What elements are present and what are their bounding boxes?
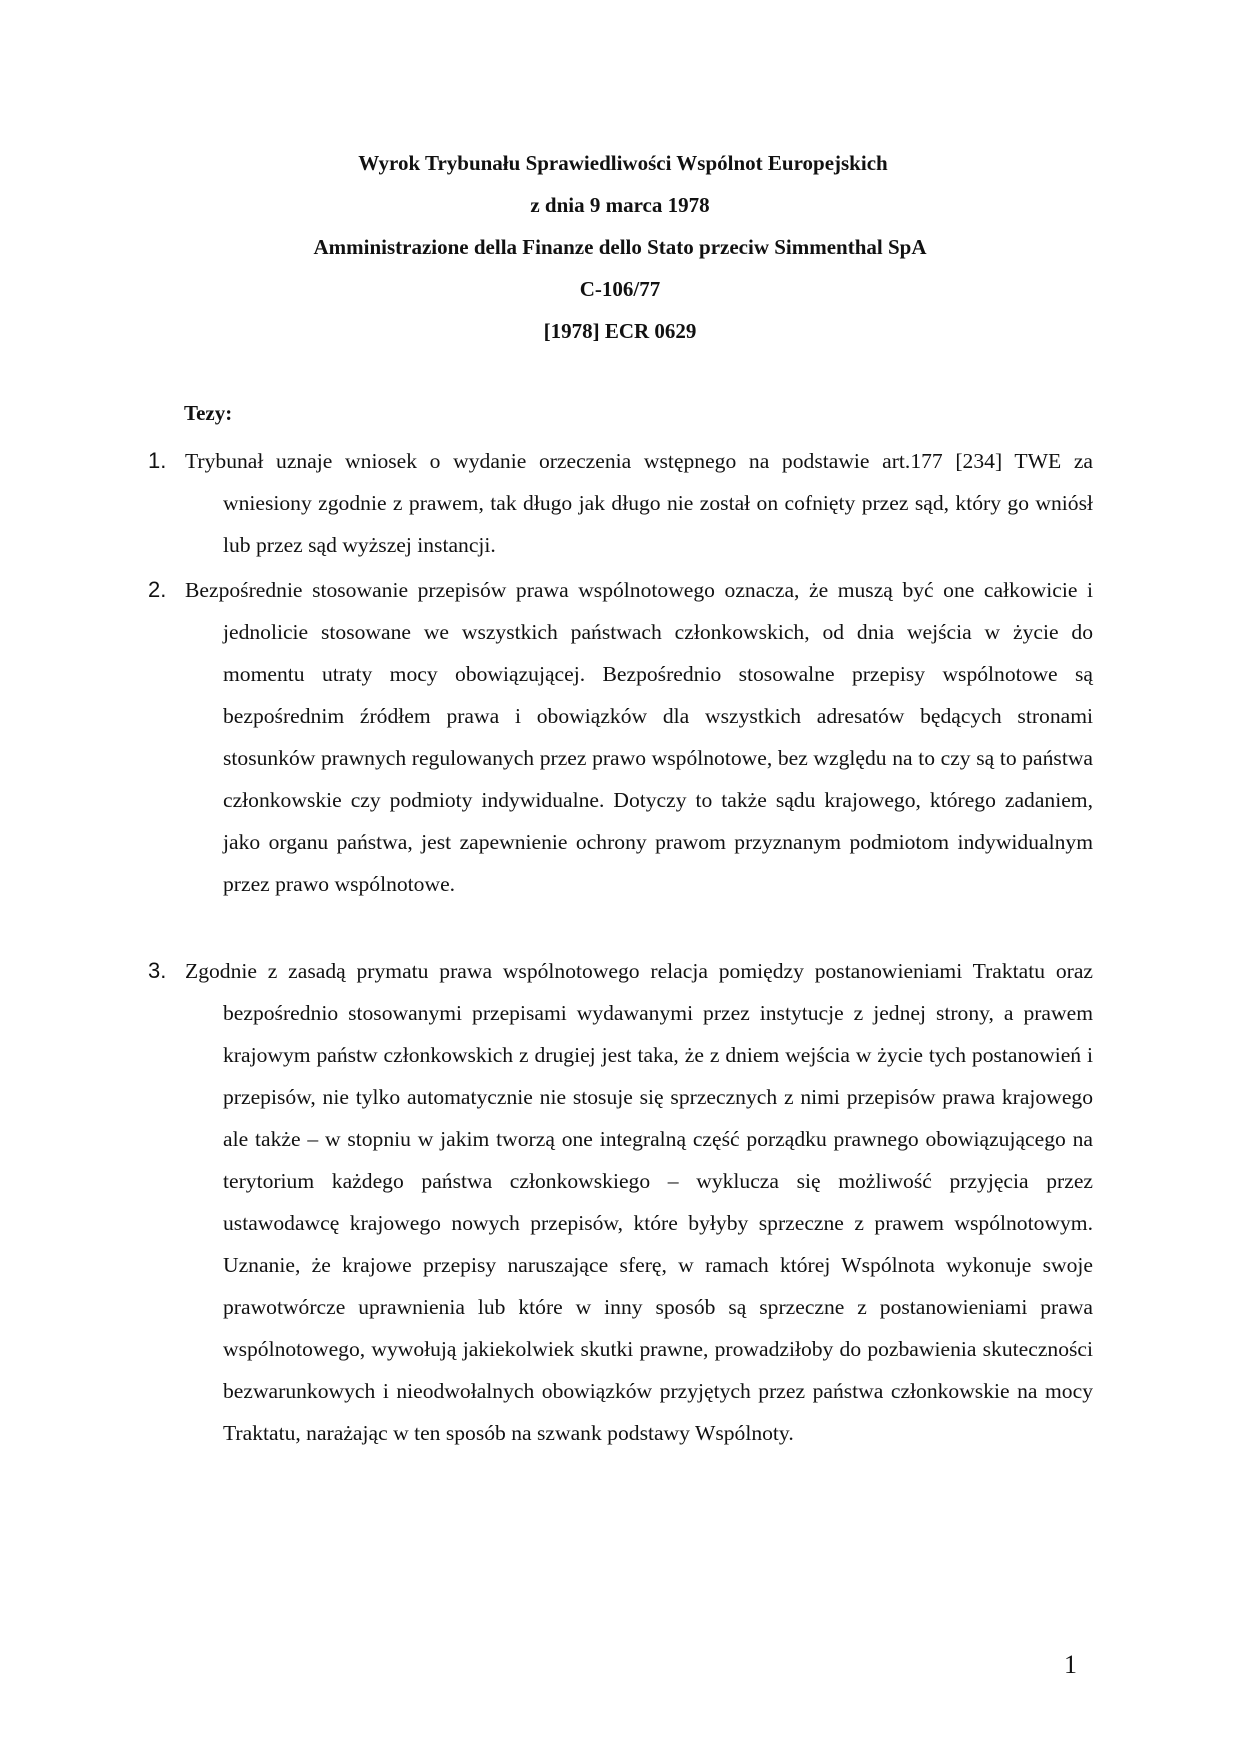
thesis-item-2 <box>0 569 1240 905</box>
case-parties: Amministrazione della Finanze dello Stato przeciw Simmenthal SpA <box>313 235 927 259</box>
thesis-number: 2. <box>148 577 167 602</box>
document-header <box>0 142 1240 352</box>
thesis-text: Bezpośrednie stosowanie przepisów prawa wspólnotowego oznacza, że muszą być one całkowicie i jednolicie stosowane we wszystkich państwach członkowskich, od dnia wejścia w życie do momentu utraty mocy obowiązującej. Bezpośrednio stosowalne przepisy wspólnotowe są bezpośrednim źródłem prawa i obowiązków dla wszystkich adresatów będących stronami stosunków prawnych regulowanych przez prawo wspólnotowe, bez względu na to czy są to państwa członkowskie czy podmioty indywidualne. Dotyczy to także sądu krajowego, którego zadaniem, jako organu państwa, jest zapewnienie ochrony prawom przyznanym podmiotom indywidualnym przez prawo wspólnotowe. <box>185 578 1093 896</box>
page-number: 1 <box>1064 1650 1077 1679</box>
thesis-text: Zgodnie z zasadą prymatu prawa wspólnotowego relacja pomiędzy postanowieniami Traktatu oraz bezpośrednio stosowanymi przepisami wydawanymi przez instytucje z jednej strony, a prawem krajowym państw członkowskich z drugiej jest taka, że z dniem wejścia w życie tych postanowień i przepisów, nie tylko automatycznie nie stosuje się sprzecznych z nimi przepisów prawa krajowego ale także – w stopniu w jakim tworzą one integralną część porządku prawnego obowiązującego na terytorium każdego państwa członkowskiego – wyklucza się możliwość przyjęcia przez ustawodawcę krajowego nowych przepisów, które byłyby sprzeczne z prawem wspólnotowym. Uznanie, że krajowe przepisy naruszające sferę, w ramach której Wspólnota wykonuje swoje prawotwórcze uprawnienia lub które w inny sposób są sprzeczne z postanowieniami prawa wspólnotowego, wywołują jakiekolwiek skutki prawne, prowadziłoby do pozbawienia skuteczności bezwarunkowych i nieodwołalnych obowiązków przyjętych przez państwa członkowskie na mocy Traktatu, narażając w ten sposób na szwank podstawy Wspólnoty. <box>185 959 1093 1445</box>
judgment-title: Wyrok Trybunału Sprawiedliwości Wspólnot Europejskich <box>358 151 888 175</box>
judgment-date: z dnia 9 marca 1978 <box>530 193 710 217</box>
thesis-item-1 <box>0 440 1240 566</box>
thesis-item-3 <box>0 950 1240 1454</box>
thesis-number: 1. <box>148 448 167 473</box>
theses-heading: Tezy: <box>184 401 233 425</box>
thesis-number: 3. <box>148 958 167 983</box>
thesis-text: Trybunał uznaje wniosek o wydanie orzeczenia wstępnego na podstawie art.177 [234] TWE za wniesiony zgodnie z prawem, tak długo jak długo nie został on cofnięty przez sąd, który go wniósł lub przez sąd wyższej instancji. <box>185 449 1093 557</box>
case-number: C-106/77 <box>579 277 661 301</box>
case-citation: [1978] ECR 0629 <box>543 319 697 343</box>
